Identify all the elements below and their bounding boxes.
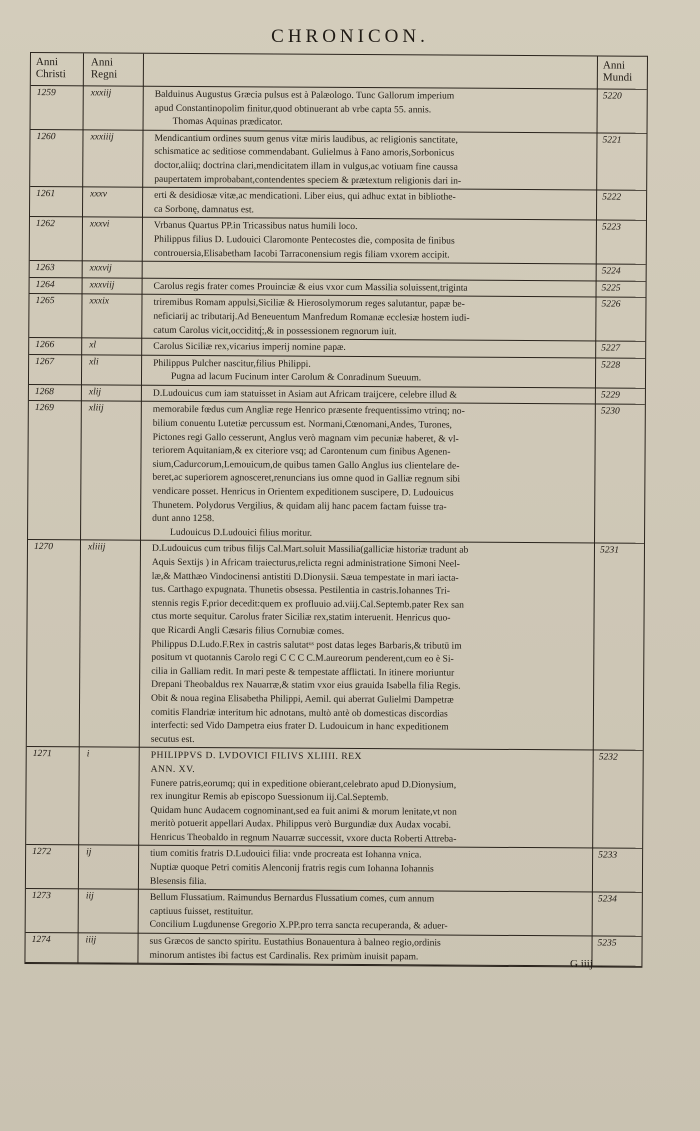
entry-line: stennis regis F.prior decedit:quem ex profluuio ad.viij.Cal.Septemb.pater Rex san [151, 597, 464, 611]
anno-christi-cell: 1261 [36, 189, 56, 200]
table-row [31, 86, 647, 134]
entry-text [148, 218, 594, 264]
signature-mark: G iiij [570, 958, 593, 970]
entry-line: meritò potuerit appellari Audax. Philippus verò Burgundiæ dux Audax vocabi. [150, 818, 451, 831]
entry-line: paupertatem improbabant,contendentes speciem & prætextum religionis dari in- [154, 173, 462, 187]
anno-christi-cell: 1269 [34, 403, 54, 414]
entry-line: Philippus D.Ludo.F.Rex in castris salutatᵘˢ post datas leges Barbaris,& tributū im [151, 638, 462, 652]
anno-christi-cell: 1271 [32, 749, 52, 760]
anno-christi-cell: 1270 [33, 542, 54, 553]
entry-line: bilium conuentu Lutetiæ percussum est. Normani,Cœnomani,Andes, Turones, [152, 417, 453, 431]
anno-mundi-cell: 5222 [602, 192, 622, 203]
table-row [30, 217, 646, 265]
anno-regni-cell: xxxv [90, 189, 108, 200]
entry-line: Philippus Pulcher nascitur,filius Philippi. [153, 357, 311, 370]
table-row [29, 294, 645, 342]
header-anni-mundi: Anni Mundi [602, 59, 633, 84]
table-row [29, 355, 645, 389]
entry-text [145, 541, 592, 750]
anno-regni-cell: xlij [88, 387, 102, 398]
entry-line: Pictones regi Gallo cesserunt, Anglus verò magnam vim pecuniæ haberet, & vl- [152, 431, 459, 445]
anno-christi-cell: 1274 [31, 935, 51, 946]
anno-regni-cell: xli [89, 357, 99, 368]
entry-text [144, 846, 590, 892]
table-header [31, 53, 647, 90]
entry-text [148, 278, 594, 296]
chronicle-table [24, 52, 648, 968]
table-row [26, 747, 643, 849]
anno-christi-cell: 1266 [35, 340, 55, 351]
anno-mundi-cell: 5225 [601, 283, 621, 294]
entry-line: PHILIPPVS D. LVDOVICI FILIVS XLIIII. REX [150, 750, 362, 763]
anno-regni-cell: xxxvij [89, 263, 112, 274]
entry-text [144, 890, 590, 936]
anno-regni-cell: iiij [85, 935, 97, 946]
anno-regni-cell: xxxiij [90, 88, 112, 99]
entry-line: doctor,aliiq; doctrina clari,mendicitatem illam in vulgus,ac votiuam fine caussa [154, 159, 458, 173]
entry-line: Obit & noua regina Elisabetha Philippi, Aemil. qui aberrat Gulielmi Dampetræ [151, 692, 454, 706]
entry-line: Vrbanus Quartus PP.in Tricassibus natus humili loco. [153, 220, 358, 233]
anno-christi-cell: 1259 [36, 88, 56, 99]
entry-line: Concilium Lugdunense Gregorio X.PP.pro terra sancta recuperanda, & aduer- [149, 919, 448, 933]
entry-line: rex inungitur Remis ab episcopo Suessionum iij.Cal.Septemb. [150, 790, 389, 804]
entry-line: catum Carolus vicit,occiditq́;,& in possessionem regnorum iuit. [153, 324, 397, 337]
anno-regni-cell: iij [85, 891, 94, 902]
entry-line: ANN. XV. [150, 763, 196, 775]
entry-line: ca Sorbonę, damnatus est. [154, 203, 254, 216]
entry-line: Philippus filius D. Ludouici Claromonte Pentecostes die, composita de finibus [153, 233, 455, 247]
anno-mundi-cell: 5221 [602, 135, 622, 146]
header-anni-christi: Anni Christi [35, 56, 66, 81]
anno-christi-cell: 1265 [35, 296, 55, 307]
entry-text [148, 131, 594, 190]
entry-line: sium,Cadurcorum,Lemouicum,de quibus tamen Gallo Anglus ius clientelare de- [152, 458, 460, 472]
entry-line: D.Ludouicus cum tribus filijs Cal.Mart.soluit Massilia(galliciæ historiæ tradunt ab [151, 543, 469, 557]
entry-line: Mendicantium ordines suum genus vitæ miris laudibus, ac religionis sanctitate, [154, 132, 459, 146]
entry-text [147, 355, 593, 387]
entry-line: Bellum Flussatium. Raimundus Bernardus Flussatium comes, cum annum [149, 891, 435, 905]
anno-mundi-cell: 5235 [597, 938, 617, 949]
anno-mundi-cell: 5234 [597, 894, 617, 905]
entry-line: sus Græcos de sancto spiritu. Eustathius Bonauentura à balneo regio,ordinis [149, 935, 441, 949]
entry-line: ctus morte sequitur. Carolus frater Siciliæ rex,statim interuenit. Henricus quo- [151, 611, 451, 624]
table-row [26, 845, 642, 893]
anno-regni-cell: i [86, 749, 90, 760]
table-row [30, 130, 646, 191]
anno-christi-cell: 1260 [36, 131, 56, 142]
anno-mundi-cell: 5230 [600, 406, 620, 418]
entry-line: controuersia,Elisabetham Iacobi Tarraconensium regis filiam vxorem accipit. [153, 247, 450, 261]
anno-mundi-cell: 5226 [601, 299, 621, 310]
anno-christi-cell: 1267 [35, 356, 55, 367]
anno-regni-cell: xliiij [87, 542, 106, 553]
header-anni-regni: Anni Regni [90, 56, 118, 81]
entry-line: memorabile fœdus cum Angliæ rege Henrico præsente frequentissimo vtrinq; no- [152, 404, 465, 418]
entry-line: schismatice ac seditiose commendabant. Gulielmus à Fano amoris,Sorbonicus [154, 146, 455, 159]
entry-line: Carolus regis frater comes Prouinciæ & eius vxor cum Massilia soluissent,triginta [153, 280, 468, 294]
entry-text [147, 295, 593, 341]
entry-line: Aquis Sextijs ) in Africam traiecturus,relicta regni administratione Simoni Neel- [151, 556, 460, 570]
table-row [30, 187, 646, 221]
entry-line: captiuus fuisset, restituitur. [149, 905, 254, 918]
entry-line: Nuptiæ quoque Petri comitis Alenconij fratris regis cum Iohanna Iohannis [149, 861, 434, 875]
entry-line: cilia in Galliam redit. In mari peste & tempestate afflictati. In itinere moriuntur [151, 665, 455, 679]
entry-line: Drepani Theobaldus rex Nauarræ,& statim vxor eius grauida Isabella filia Regis. [151, 679, 461, 692]
entry-text [148, 262, 594, 280]
entry-line: Thunetem. Polydorus Vergilius, & quidam alij hanc pacem factam fuisse tra- [152, 499, 447, 513]
entry-line: Thomas Aquinas prædicator. [172, 116, 283, 128]
page-title: CHRONICON. [271, 26, 429, 47]
entry-line: Funere patris,eorumq; qui in expeditione obierant,celebrato apud D.Dionysium, [150, 777, 457, 791]
anno-christi-cell: 1273 [31, 891, 51, 902]
anno-regni-cell: xxxiiij [90, 132, 114, 143]
entry-line: vendicare posset. Henricus in Orientem expeditionem suscipere, D. Ludouicus [152, 485, 454, 499]
anno-mundi-cell: 5224 [601, 266, 621, 277]
anno-regni-cell: xliij [88, 403, 104, 414]
anno-christi-cell: 1262 [35, 219, 55, 230]
entry-text [144, 748, 591, 848]
anno-regni-cell: xxxix [89, 296, 110, 307]
anno-mundi-cell: 5232 [598, 752, 618, 763]
entry-text [147, 386, 593, 404]
anno-mundi-cell: 5228 [601, 360, 621, 371]
entry-line: Balduinus Augustus Græcia pulsus est à Palæologo. Tunc Gallorum imperium [154, 88, 455, 102]
entry-line: teriorem Aquitaniam,& ex citeriore vsq; ad Carontenum cum finibus Agenen- [152, 445, 451, 458]
entry-line: secutus est. [150, 733, 195, 745]
entry-line: Henricus Theobaldo in regnum Nauarræ successit, vxore ducta Roberti Attreba- [150, 831, 457, 845]
entry-line: comitis Flandriæ interitum hic adnotans, multò antè ob domesticas discordias [150, 706, 448, 720]
anno-christi-cell: 1263 [35, 263, 55, 274]
anno-mundi-cell: 5223 [601, 222, 621, 233]
anno-christi-cell: 1268 [34, 386, 54, 398]
anno-regni-cell: xxxviij [89, 280, 115, 291]
entry-line: erti & desidiosæ vitæ,ac mendicationi. Liber eius, qui adhuc extat in bibliothe- [154, 189, 456, 203]
entry-line: D.Ludouicus cum iam statuisset in Asiam aut Africam traijcere, celebre illud & [152, 387, 457, 401]
anno-mundi-cell: 5233 [598, 850, 618, 862]
entry-text [149, 87, 595, 133]
entry-line: tium comitis fratris D.Ludouici filia: vnde procreata est Iohanna vnica. [150, 848, 422, 861]
entry-line: læ,& Matthæo Vindocinensi antistiti D.Dionysii. Sæua tempestate in mari iacta- [151, 570, 459, 584]
anno-mundi-cell: 5231 [599, 545, 619, 557]
entry-line: Quidam hunc Audacem cognominant,sed ea fuit animi & morum lenitate,vt non [150, 804, 457, 818]
entry-text [148, 188, 594, 220]
anno-regni-cell: xl [89, 340, 97, 351]
entry-line: Pugna ad lacum Fucinum inter Carolum & Conradinum Sueuum. [170, 371, 422, 384]
entry-line: Blesensis filia. [149, 875, 207, 887]
anno-regni-cell: ij [86, 847, 92, 858]
entry-line: dunt anno 1258. [152, 512, 215, 525]
entry-line: neficiarij ac tributarij.Ad Beneuentum Manfredum Romanæ ecclesiæ hostem iudi- [153, 310, 470, 324]
anno-mundi-cell: 5227 [601, 343, 621, 354]
entry-line: interfecti: sed Vido Dampetra eius frater D. Ludouicum in hanc expeditionem [150, 719, 449, 733]
table-row [25, 933, 641, 967]
entry-line: apud Constantinopolim finitur,quod obtinuerant ab vrbe capta 55. annis. [154, 102, 432, 116]
entry-line: Ludouicus D.Ludouici filius moritur. [170, 526, 313, 539]
entry-text [147, 339, 593, 357]
entry-line: triremibus Romam appulsi,Siciliæ & Hierosolymorum reges salutantur, papæ be- [153, 297, 465, 310]
entry-text [146, 402, 593, 543]
entry-line [154, 263, 590, 279]
table-row [27, 540, 644, 751]
anno-mundi-cell: 5220 [602, 91, 622, 102]
entry-line: positum vt quotannis Carolo regi C C C C.M.aureorum penderent,cum eo è Si- [151, 651, 454, 665]
anno-regni-cell: xxxvi [89, 219, 110, 230]
anno-mundi-cell: 5229 [600, 390, 620, 401]
entry-text [143, 934, 589, 966]
entry-line: tus. Carthago expugnata. Thunetis obsessa. Pestilentia in castris.Iohannes Tri- [151, 583, 451, 597]
entry-line: beret,ac superiorem agnosceret,renuncians ius omne quod in Galliæ regnum sibi [152, 472, 461, 486]
table-row [26, 889, 642, 937]
entry-line: Carolus Siciliæ rex,vicarius imperij nomine papæ. [153, 340, 346, 354]
anno-christi-cell: 1272 [32, 847, 52, 858]
entry-line: que Ricardi Angli Cæsaris filius Cornubiæ comes. [151, 624, 345, 637]
entry-line: minorum antistes ibi factus est Cardinalis. Rex primùm inuisit papam. [149, 949, 419, 963]
anno-christi-cell: 1264 [35, 279, 55, 290]
table-row [28, 401, 645, 544]
table-body [25, 86, 646, 967]
